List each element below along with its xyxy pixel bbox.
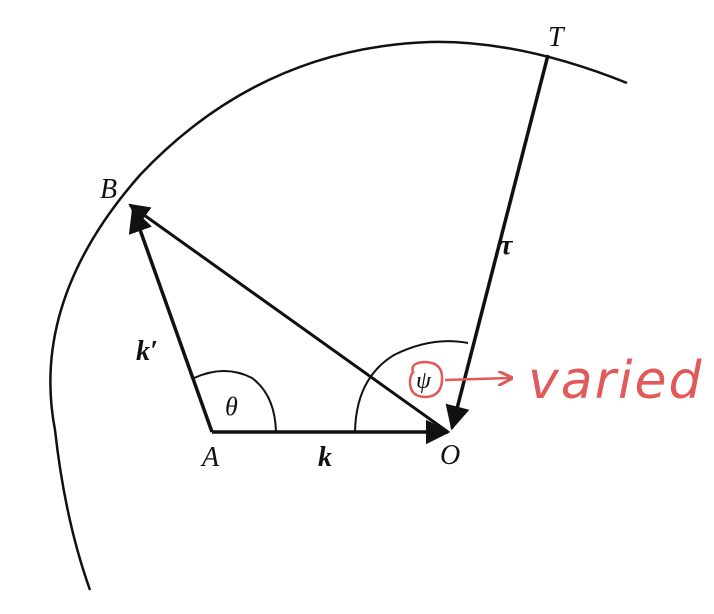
- label-O: O: [440, 440, 461, 471]
- annotation-arrow: [445, 378, 510, 380]
- label-tau: τ: [500, 230, 513, 261]
- vector-k-prime: [133, 210, 212, 432]
- label-A: A: [202, 442, 220, 473]
- label-k-prime: k′: [136, 336, 158, 367]
- label-B: B: [100, 174, 118, 205]
- annotation-text: varied: [528, 351, 704, 411]
- label-psi: ψ: [416, 368, 431, 394]
- sphere-arc: [50, 42, 627, 590]
- label-theta: θ: [225, 392, 238, 421]
- vector-b-to-o: [130, 205, 448, 432]
- label-T: T: [548, 22, 564, 53]
- label-k: k: [318, 442, 332, 473]
